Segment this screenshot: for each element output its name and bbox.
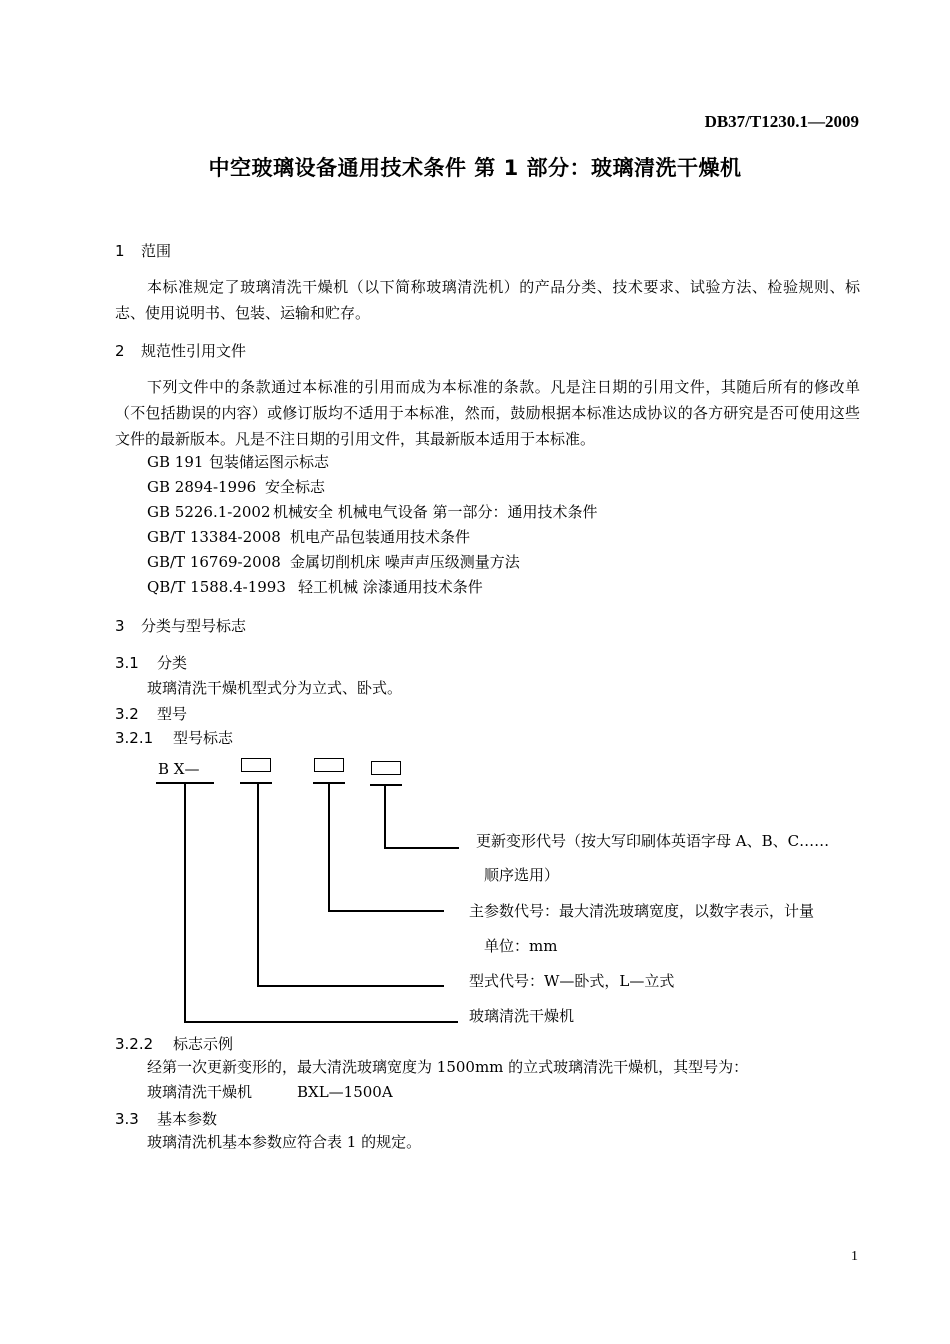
reference-item [147, 499, 598, 525]
section-title: 分类与型号标志 [141, 617, 247, 635]
leader-product-h [184, 1021, 458, 1023]
document-title: 中空玻璃设备通用技术条件 第 1 部分：玻璃清洗干燥机 [208, 156, 742, 180]
reference-item [147, 449, 329, 475]
reference-title: 机电产品包装通用技术条件 [290, 528, 471, 546]
reference-code: GB/T 13384-2008 [147, 528, 281, 546]
model-prefix: B X— [158, 760, 200, 778]
leader-type [257, 783, 259, 986]
reference-code: GB/T 16769-2008 [147, 553, 281, 571]
underline-box-3 [370, 784, 402, 786]
section-3-2-1-heading [115, 727, 233, 748]
reference-code: GB 5226.1-2002 [147, 503, 271, 521]
label-product-name: 玻璃清洗干燥机 [469, 1007, 575, 1025]
section-1-heading [115, 240, 171, 261]
section-3-1-heading [115, 652, 187, 673]
example-product-name: 玻璃清洗干燥机 [147, 1083, 253, 1101]
section-3-3-heading [115, 1108, 217, 1129]
label-main-param-cont: 单位：mm [484, 937, 558, 955]
section-number: 3.1 [115, 654, 139, 672]
section-title: 分类 [157, 654, 188, 672]
reference-title: 轻工机械 涂漆通用技术条件 [298, 578, 483, 596]
section-3-2-heading [115, 703, 187, 724]
leader-update [384, 785, 386, 848]
section-number: 3.2 [115, 705, 139, 723]
underline-box-1 [240, 782, 272, 784]
section-number: 2 [115, 342, 125, 360]
leader-main [328, 783, 330, 911]
example-model: BXL—1500A [297, 1083, 393, 1101]
page-number: 1 [851, 1249, 858, 1264]
reference-title: 包装储运图示标志 [209, 453, 330, 471]
section-2-paragraph: 下列文件中的条款通过本标准的引用而成为本标准的条款。凡是注日期的引用文件，其随后所有的修改单（不包括勘误的内容）或修订版均不适用于本标准，然而，鼓励根据本标准达成协议的各方研究是否可使用这些文件的最新版本。凡是不注日期的引用文件，其最新版本适用于本标准。 [115, 378, 860, 448]
param-box-2 [314, 758, 344, 772]
reference-code: GB 191 [147, 453, 204, 471]
section-1-paragraph: 本标准规定了玻璃清洗干燥机（以下简称玻璃清洗机）的产品分类、技术要求、试验方法、检验规则、标志、使用说明书、包装、运输和贮存。 [115, 278, 860, 322]
section-number: 3.3 [115, 1110, 139, 1128]
section-title: 规范性引用文件 [141, 342, 247, 360]
section-title: 型号标志 [173, 729, 234, 747]
section-3-1-text: 玻璃清洗干燥机型式分为立式、卧式。 [147, 679, 403, 697]
section-3-2-2-heading [115, 1033, 233, 1054]
label-main-param: 主参数代号：最大清洗玻璃宽度，以数字表示，计量 [469, 902, 815, 920]
section-number: 3 [115, 617, 125, 635]
section-3-heading [115, 615, 246, 636]
leader-main-h [328, 910, 444, 912]
label-update-code: 更新变形代号（按大写印刷体英语字母 A、B、C…… [476, 832, 830, 850]
reference-item [147, 549, 520, 575]
section-number: 3.2.1 [115, 729, 154, 747]
label-update-code-cont: 顺序选用） [484, 866, 560, 884]
leader-product [184, 783, 186, 1022]
section-2-heading [115, 340, 246, 361]
section-title: 基本参数 [157, 1110, 218, 1128]
section-title: 型号 [157, 705, 188, 723]
section-title: 标志示例 [173, 1035, 234, 1053]
standard-number: DB37/T1230.1—2009 [704, 112, 859, 131]
label-type-code: 型式代号：W—卧式，L—立式 [469, 972, 675, 990]
reference-title: 机械安全 机械电气设备 第一部分：通用技术条件 [273, 503, 598, 521]
param-box-1 [241, 758, 271, 772]
reference-title: 金属切削机床 噪声声压级测量方法 [290, 553, 520, 571]
section-title: 范围 [141, 242, 172, 260]
section-3-2-2-text: 经第一次更新变形的，最大清洗玻璃宽度为 1500mm 的立式玻璃清洗干燥机，其型号为： [147, 1058, 749, 1076]
reference-code: GB 2894-1996 [147, 478, 257, 496]
leader-update-h [384, 847, 459, 849]
leader-type-h [257, 985, 444, 987]
reference-code: QB/T 1588.4-1993 [147, 578, 286, 596]
section-3-2-2-example [147, 1079, 393, 1105]
section-number: 1 [115, 242, 125, 260]
reference-title: 安全标志 [265, 478, 326, 496]
reference-item [147, 574, 483, 600]
reference-item [147, 474, 325, 500]
section-3-3-text: 玻璃清洗机基本参数应符合表 1 的规定。 [147, 1133, 422, 1151]
section-number: 3.2.2 [115, 1035, 154, 1053]
param-box-3 [371, 761, 401, 775]
reference-item [147, 524, 470, 550]
